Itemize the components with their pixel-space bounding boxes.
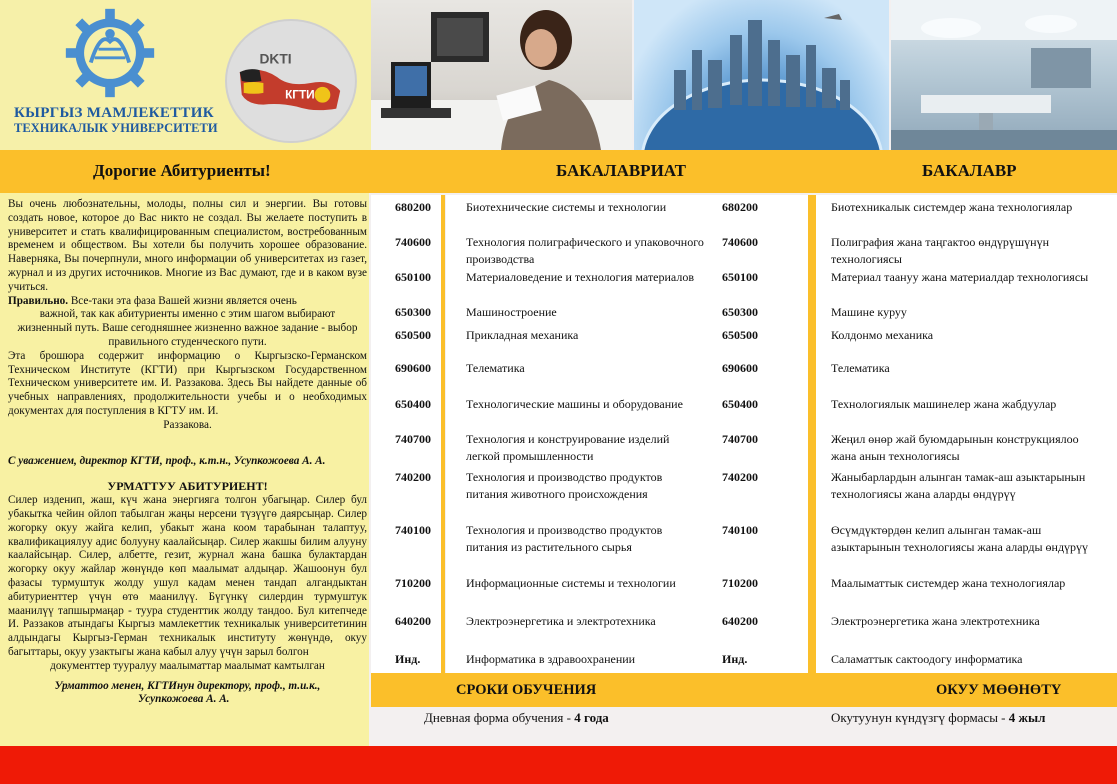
letter-ru-paragraph-3: важной, так как абитуриенты именно с этим шагом выбирают жизненный путь. Ваше сегодняшнее жизненно важное задание - выбор правильного студенческого пути.	[17, 308, 358, 348]
program-code-ru: 740600	[395, 235, 431, 249]
program-code-ru: 690600	[395, 361, 431, 375]
program-code-ru: 650300	[395, 305, 431, 319]
letter-kg-signature-line1: Урматтоо менен, КГТИнун директору, проф., т.и.к.,	[54, 679, 321, 692]
letter-kg-title: УРМАТТУУ АБИТУРИЕНТ!	[107, 479, 268, 494]
program-name-ru: Телематика	[466, 361, 525, 375]
bachelor-title-kg: БАКАЛАВР	[922, 161, 1017, 180]
program-code-kg: 650100	[722, 270, 758, 284]
study-form-ru	[424, 710, 609, 726]
program-code-kg: 740200	[722, 470, 758, 484]
program-code-kg: 640200	[722, 614, 758, 628]
duration-title-ru: СРОКИ ОБУЧЕНИЯ	[456, 682, 597, 698]
program-name-kg: Биотехникалык системдер жана технологиялар	[831, 200, 1073, 214]
program-code-ru: 710200	[395, 576, 431, 590]
program-name-kg: Жаныбарлардын алынган тамак-аш азыктарынын технологиясы жана аларды өндүрүү	[831, 470, 1086, 501]
institute-globe-logo	[220, 18, 358, 144]
program-name-ru: Биотехнические системы и технологии	[466, 200, 667, 214]
duration-title-kg: ОКУУ МӨӨНӨТҮ	[936, 682, 1062, 698]
program-name-kg: Полиграфия жана таңгактоо өндүрүшүнүн технологиясы	[831, 235, 1050, 266]
program-code-kg: 740700	[722, 432, 758, 446]
globe-label-kgti: КГТИ	[285, 87, 315, 102]
letter-ru-paragraph-5: Раззакова.	[163, 418, 212, 431]
study-form-ru-label: Дневная форма обучения -	[424, 710, 575, 725]
footer-bar	[0, 746, 1117, 784]
program-code-ru: 740700	[395, 432, 431, 446]
letter-kg-paragraph-2: документтер тууралуу маалыматтар маалымат камтылган	[50, 659, 325, 672]
letter-kg-paragraph-1: Силер изденип, жаш, күч жана энергияга толгон убагыңар. Силер бул убакытка чейин ойлоп табылган жаңы нерсени түзүүгө даярсыңар. Силер жогорку окуу жайга келип, убакыт жана коом тарабынан талаптуу, квалификациялуу адис болууну каалайсыңар. Силер жакшы билим алууну каалайсыңар. Силер, албетте, гезит, журнал жана башка булактардан жогорку окуу жайлар жөнүндө көп маалымат алдыңар. Жашоонун бул фазасы турмуштук жолду ушул кадам менен тандап алгандыктан абитуриенттер үчүн өтө маанилүү. Бүгүнкү силердин турмуштук маанилүү тапшырмаңар - туура студенттик жолду тандоо. Бул китепчеде И. Раззаков атындагы Кыргыз мамлекеттик техникалык университетинин алдындагы Кыргыз-Герман техникалык институту жөнүндө, окуу багыттары, окуу узактыгы жана кабыл алуу үчүн зарыл болгон	[8, 494, 367, 658]
program-code-ru: 740200	[395, 470, 431, 484]
globe-label-dkti: DKTI	[259, 51, 292, 67]
program-name-kg: Өсүмдүктөрдөн келип алынган тамак-аш азыктарынын технологиясы жана аларды өндүрүү	[831, 523, 1089, 554]
program-name-ru: Технология и производство продуктов питания из растительного сырья	[466, 523, 663, 554]
program-code-ru: 740100	[395, 523, 431, 537]
letter-ru-signature: С уважением, директор КГТИ, проф., к.т.н., Усупкожоева А. А.	[8, 454, 326, 467]
letter-text	[8, 198, 367, 707]
program-code-ru: 650500	[395, 328, 431, 342]
program-name-kg: Саламаттык сактоодогу информатика	[831, 652, 1023, 666]
program-code-kg: Инд.	[722, 652, 748, 666]
program-code-kg: 740100	[722, 523, 758, 537]
program-code-ru: Инд.	[395, 652, 421, 666]
program-name-kg: Жеңил өнөр жай буюмдарынын конструкциялоо жана анын технологиясы	[831, 432, 1079, 463]
letter-ru-paragraph-2	[8, 295, 367, 309]
program-name-kg: Материал таануу жана материалдар технологиясы	[831, 270, 1089, 284]
study-years-ru: 4 года	[574, 710, 609, 725]
letter-kg-signature-line2: Усупкожоева А. А.	[138, 693, 230, 706]
letter-ru-bold-word: Правильно.	[8, 294, 69, 307]
bachelor-title-ru: БАКАЛАВРИАТ	[556, 161, 686, 180]
university-name	[14, 106, 218, 136]
study-years-kg: 4 жыл	[1008, 710, 1046, 725]
program-name-ru: Технология и производство продуктов питания животного происхождения	[466, 470, 663, 501]
university-name-line2: ТЕХНИКАЛЫК УНИВЕРСИТЕТИ	[14, 121, 218, 135]
photo-operating-room	[891, 0, 1117, 150]
program-code-ru: 650400	[395, 397, 431, 411]
program-code-kg: 650500	[722, 328, 758, 342]
program-name-kg: Колдонмо механика	[831, 328, 934, 342]
program-code-ru: 680200	[395, 200, 431, 214]
program-name-ru: Технологические машины и оборудование	[466, 397, 683, 411]
program-code-ru: 650100	[395, 270, 431, 284]
program-name-ru: Материаловедение и технология материалов	[466, 270, 695, 284]
program-name-ru: Машиностроение	[466, 305, 557, 319]
university-gear-logo	[62, 5, 158, 101]
letter-ru-paragraph-1: Вы очень любознательны, молоды, полны сил и энергии. Вы готовы создать новое, которое до Вас никто не создал. Вы желаете поступить в университет и стать квалифицированным специалистом, востребованным временем и обществом. Вы хотели бы получить хорошее образование. Наверняка, Вы почерпнули, много информации об университетах из газет, журнал и из других источников. Многие из Вас думают, где и в каком вузе учиться.	[8, 198, 367, 293]
program-name-ru: Технология и конструирование изделий легкой промышленности	[466, 432, 670, 463]
program-code-ru: 640200	[395, 614, 431, 628]
photo-student-3d-printer	[371, 0, 632, 150]
column-divider	[808, 195, 816, 673]
program-name-kg: Машине куруу	[831, 305, 907, 319]
program-code-kg: 690600	[722, 361, 758, 375]
photo-globe-city	[634, 0, 889, 150]
university-name-line1: КЫРГЫЗ МАМЛЕКЕТТИК	[14, 105, 214, 121]
program-name-ru: Технология полиграфического и упаковочного производства	[466, 235, 704, 266]
program-name-kg: Маалыматтык системдер жана технологиялар	[831, 576, 1066, 590]
program-code-kg: 740600	[722, 235, 758, 249]
program-name-ru: Электроэнергетика и электротехника	[466, 614, 656, 628]
program-name-kg: Технологиялык машинелер жана жабдуулар	[831, 397, 1057, 411]
program-name-ru: Информатика в здравоохранении	[466, 652, 636, 666]
letter-ru-paragraph-2-text: Все-таки эта фаза Вашей жизни является очень	[68, 294, 297, 307]
program-name-kg: Телематика	[831, 361, 890, 375]
study-form-kg-label: Окутуунун күндүзгү формасы -	[831, 710, 1009, 725]
program-name-kg: Электроэнергетика жана электротехника	[831, 614, 1040, 628]
program-code-kg: 680200	[722, 200, 758, 214]
program-code-kg: 710200	[722, 576, 758, 590]
study-form-kg	[831, 710, 1045, 726]
greeting-title: Дорогие Абитуриенты!	[93, 161, 271, 180]
letter-ru-paragraph-4: Эта брошюра содержит информацию о Кыргызско-Германском Техническом Институте (КГТИ) при Кыргызском Государственном Техническом университете им. И. Раззакова. Здесь Вы найдете данные об учебных направлениях, продолжительности учебы и о необходимых документах для поступления в КГТУ им. И.	[8, 349, 367, 417]
program-code-kg: 650400	[722, 397, 758, 411]
program-name-ru: Прикладная механика	[466, 328, 579, 342]
program-code-kg: 650300	[722, 305, 758, 319]
program-name-ru: Информационные системы и технологии	[466, 576, 676, 590]
